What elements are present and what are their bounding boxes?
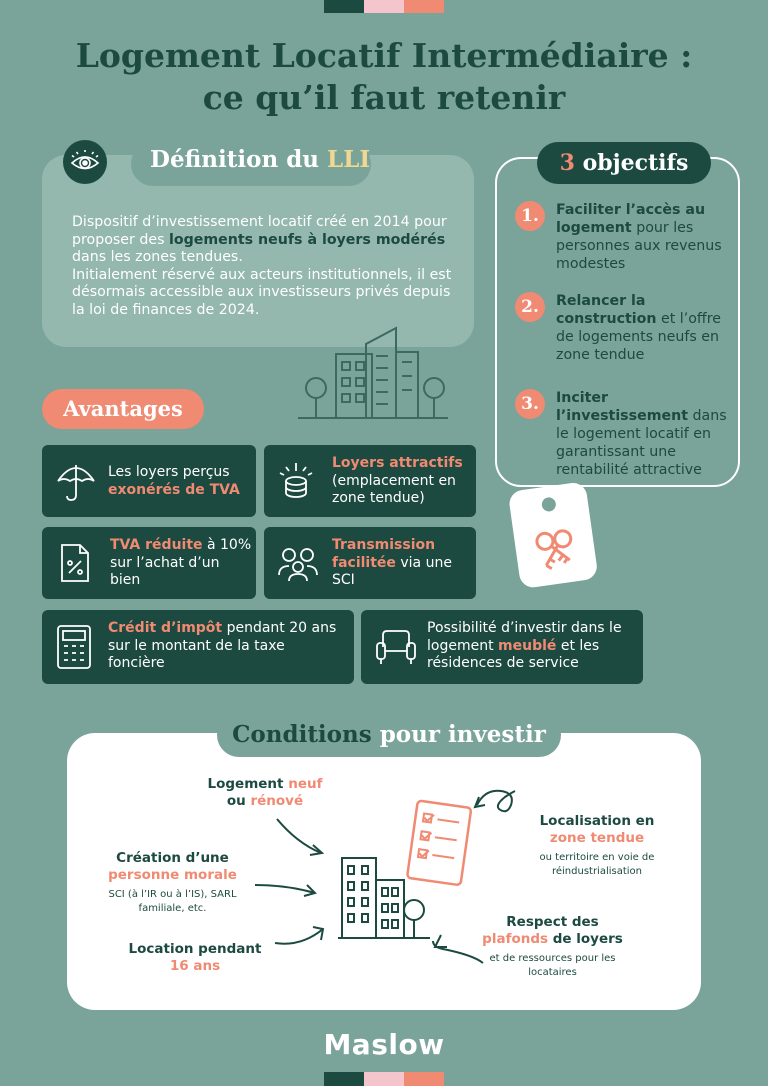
checklist-document-icon bbox=[402, 798, 478, 890]
advantage-card: Loyers attractifs (emplacement en zone tendue) bbox=[264, 445, 476, 517]
conditions-heading: Conditions pour investir bbox=[217, 713, 561, 757]
definition-heading: Définition du LLI bbox=[150, 146, 371, 173]
condition-item: Création d’une personne morale SCI (à l’IR ou à l’IS), SARL familiale, etc. bbox=[108, 850, 237, 914]
buildings-illustration-icon bbox=[296, 322, 450, 422]
objective-number: 1. bbox=[515, 201, 545, 231]
objective-number: 2. bbox=[515, 292, 545, 322]
umbrella-icon bbox=[54, 459, 98, 503]
calculator-icon bbox=[54, 624, 94, 670]
color-strip-top bbox=[324, 0, 444, 13]
brand-logo: Maslow bbox=[323, 1028, 445, 1061]
advantage-card: Crédit d’impôt pendant 20 ans sur le montant de la taxe foncière bbox=[42, 610, 354, 684]
advantage-card: TVA réduite à 10% sur l’achat d’un bien bbox=[42, 527, 256, 599]
condition-item: Logement neuf ou rénové bbox=[207, 776, 323, 809]
advantages-heading: Avantages bbox=[42, 389, 204, 429]
coins-icon bbox=[276, 459, 316, 503]
color-strip-bottom bbox=[324, 1072, 444, 1086]
condition-item: Location pendant 16 ans bbox=[128, 941, 262, 974]
armchair-icon bbox=[373, 627, 419, 667]
objectives-heading: 3 objectifs bbox=[537, 142, 711, 184]
page-title-line1: Logement Locatif Intermédiaire : bbox=[75, 36, 693, 75]
advantage-card: Transmission facilitée via une SCI bbox=[264, 527, 476, 599]
condition-item: Localisation en zone tendue ou territoire en voie de réindustrialisation bbox=[539, 813, 655, 877]
page-title-line2: ce qu’il faut retenir bbox=[202, 78, 566, 117]
advantage-card: Possibilité d’investir dans le logement meublé et les résidences de service bbox=[361, 610, 643, 684]
keys-tag-icon bbox=[506, 478, 602, 590]
definition-text: Dispositif d’investissement locatif créé en 2014 pour proposer des logements neufs à loyers modérés dans les zones tendues. Initialement réservé aux acteurs institutionnels, il est désormais accessible aux investisseurs privés depuis la loi de finances de 2024. bbox=[72, 214, 452, 318]
eye-icon bbox=[63, 140, 107, 184]
objective-number: 3. bbox=[515, 389, 545, 419]
condition-item: Respect des plafonds de loyers et de ressources pour les locataires bbox=[482, 914, 623, 978]
percent-document-icon bbox=[54, 541, 94, 585]
family-icon bbox=[276, 541, 320, 585]
advantage-card: Les loyers perçus exonérés de TVA bbox=[42, 445, 256, 517]
